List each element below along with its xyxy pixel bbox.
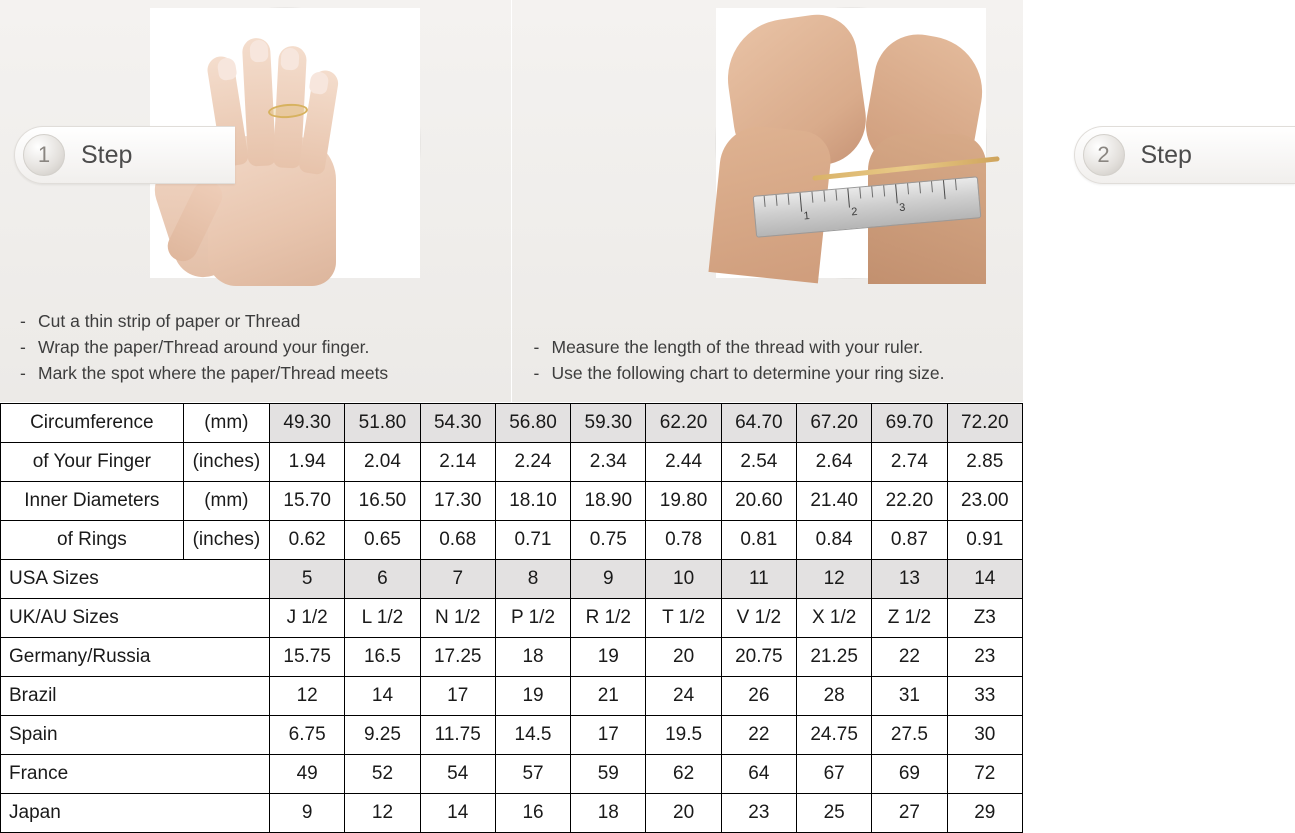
cell: 27.5 [872,716,947,755]
cell: 69.70 [872,404,947,443]
cell: 54.30 [420,404,495,443]
cell: 57 [495,755,570,794]
table-row [1,716,1023,755]
ring-size-table [0,403,1023,833]
cell: 21 [571,677,646,716]
size-chart-container [0,403,1023,833]
cell: 16 [495,794,570,833]
row-unit: (inches) [183,443,269,482]
cell: 72.20 [947,404,1022,443]
cell: 0.84 [797,521,872,560]
step-1-instructions [20,308,497,386]
cell: 19.80 [646,482,721,521]
cell: V 1/2 [721,599,796,638]
cell: 29 [947,794,1022,833]
cell: 64 [721,755,796,794]
cell: T 1/2 [646,599,721,638]
bullet-dash-icon: - [533,337,540,357]
cell: N 1/2 [420,599,495,638]
cell: 59.30 [571,404,646,443]
cell: 0.78 [646,521,721,560]
cell: 2.14 [420,443,495,482]
fingernail-shape [280,48,299,71]
table-row [1,482,1023,521]
instruction-line [20,360,497,386]
cell: 2.04 [345,443,420,482]
row-label: Japan [1,794,270,833]
cell: 14 [947,560,1022,599]
cell: 23.00 [947,482,1022,521]
cell: J 1/2 [270,599,345,638]
bullet-dash-icon: - [20,311,26,331]
cell: 18 [571,794,646,833]
cell: 17.25 [420,638,495,677]
table-row [1,599,1023,638]
instruction-line [20,334,497,360]
cell: 16.50 [345,482,420,521]
cell: Z3 [947,599,1022,638]
step-2-instructions [534,334,1010,386]
cell: 64.70 [721,404,796,443]
cell: 69 [872,755,947,794]
row-label: Circumference [1,404,184,443]
cell: 12 [797,560,872,599]
cell: 18 [495,638,570,677]
table-row [1,794,1023,833]
cell: 16.5 [345,638,420,677]
instruction-text: Mark the spot where the paper/Thread meets [38,363,389,383]
bullet-dash-icon: - [533,363,540,383]
cell: 17 [571,716,646,755]
instruction-line [20,308,497,334]
cell: 20.60 [721,482,796,521]
cell: 25 [797,794,872,833]
cell: 9 [270,794,345,833]
cell: 9.25 [345,716,420,755]
cell: 0.91 [947,521,1022,560]
cell: 20 [646,794,721,833]
cell: 14.5 [495,716,570,755]
step-label: Step [81,140,133,169]
cell: 19 [571,638,646,677]
cell: 62.20 [646,404,721,443]
cell: 0.75 [571,521,646,560]
step-panel-1 [0,0,511,402]
cell: 7 [420,560,495,599]
instruction-line [534,334,1010,360]
instruction-line [534,360,1010,386]
cell: X 1/2 [797,599,872,638]
instruction-text: Measure the length of the thread with your ruler. [551,337,924,357]
cell: 15.70 [270,482,345,521]
cell: 23 [721,794,796,833]
step-panel-2 [511,0,1192,402]
cell: 2.34 [571,443,646,482]
row-label: France [1,755,270,794]
cell: 14 [345,677,420,716]
step-badge-2 [1074,126,1295,184]
ruler-mark: 1 [802,210,810,223]
cell: 59 [571,755,646,794]
fingernail-shape [249,40,268,63]
row-label: of Rings [1,521,184,560]
cell: 72 [947,755,1022,794]
step-number: 1 [23,134,65,176]
cell: 62 [646,755,721,794]
table-row [1,521,1023,560]
cell: 2.24 [495,443,570,482]
step-2-photo [716,8,986,278]
cell: 56.80 [495,404,570,443]
cell: L 1/2 [345,599,420,638]
cell: 0.65 [345,521,420,560]
cell: 22 [721,716,796,755]
cell: 28 [797,677,872,716]
row-unit: (inches) [183,521,269,560]
row-label: Inner Diameters [1,482,184,521]
cell: 20.75 [721,638,796,677]
cell: 52 [345,755,420,794]
cell: 27 [872,794,947,833]
cell: 0.68 [420,521,495,560]
cell: 2.64 [797,443,872,482]
steps-section [0,0,1192,402]
row-label: Germany/Russia [1,638,270,677]
cell: 0.62 [270,521,345,560]
cell: 8 [495,560,570,599]
cell: R 1/2 [571,599,646,638]
fingernail-shape [216,57,237,82]
cell: 15.75 [270,638,345,677]
row-label: of Your Finger [1,443,184,482]
instruction-text: Use the following chart to determine your ring size. [551,363,945,383]
row-label: USA Sizes [1,560,270,599]
cell: 19.5 [646,716,721,755]
instruction-text: Cut a thin strip of paper or Thread [38,311,301,331]
cell: 2.44 [646,443,721,482]
cell: 11.75 [420,716,495,755]
table-row [1,443,1023,482]
cell: 24.75 [797,716,872,755]
cell: 67 [797,755,872,794]
step-label: Step [1140,140,1192,169]
cell: 1.94 [270,443,345,482]
cell: 17.30 [420,482,495,521]
cell: 30 [947,716,1022,755]
cell: 2.85 [947,443,1022,482]
table-row [1,404,1023,443]
hands-with-ruler-illustration [716,8,986,278]
cell: 9 [571,560,646,599]
cell: 2.74 [872,443,947,482]
cell: 13 [872,560,947,599]
cell: P 1/2 [495,599,570,638]
cell: 14 [420,794,495,833]
cell: 49.30 [270,404,345,443]
cell: 6.75 [270,716,345,755]
bullet-dash-icon: - [20,337,26,357]
table-row [1,638,1023,677]
row-label: UK/AU Sizes [1,599,270,638]
cell: 18.10 [495,482,570,521]
ruler-mark: 2 [850,205,858,219]
cell: 21.25 [797,638,872,677]
cell: 24 [646,677,721,716]
cell: 49 [270,755,345,794]
cell: 12 [270,677,345,716]
ruler-mark: 3 [898,201,906,215]
cell: 10 [646,560,721,599]
row-label: Brazil [1,677,270,716]
table-row [1,677,1023,716]
cell: 54 [420,755,495,794]
cell: 20 [646,638,721,677]
cell: 33 [947,677,1022,716]
cell: 0.87 [872,521,947,560]
cell: 31 [872,677,947,716]
cell: 19 [495,677,570,716]
cell: 12 [345,794,420,833]
bullet-dash-icon: - [20,363,26,383]
cell: 26 [721,677,796,716]
row-unit: (mm) [183,482,269,521]
cell: 0.81 [721,521,796,560]
cell: 22.20 [872,482,947,521]
cell: 0.71 [495,521,570,560]
step-number: 2 [1083,134,1125,176]
table-row [1,755,1023,794]
cell: 23 [947,638,1022,677]
row-unit: (mm) [183,404,269,443]
cell: 18.90 [571,482,646,521]
cell: 22 [872,638,947,677]
cell: 17 [420,677,495,716]
cell: Z 1/2 [872,599,947,638]
step-badge-1 [14,126,235,184]
table-row [1,560,1023,599]
instruction-text: Wrap the paper/Thread around your finger. [38,337,370,357]
row-label: Spain [1,716,270,755]
cell: 67.20 [797,404,872,443]
cell: 21.40 [797,482,872,521]
cell: 6 [345,560,420,599]
cell: 51.80 [345,404,420,443]
cell: 11 [721,560,796,599]
cell: 5 [270,560,345,599]
cell: 2.54 [721,443,796,482]
